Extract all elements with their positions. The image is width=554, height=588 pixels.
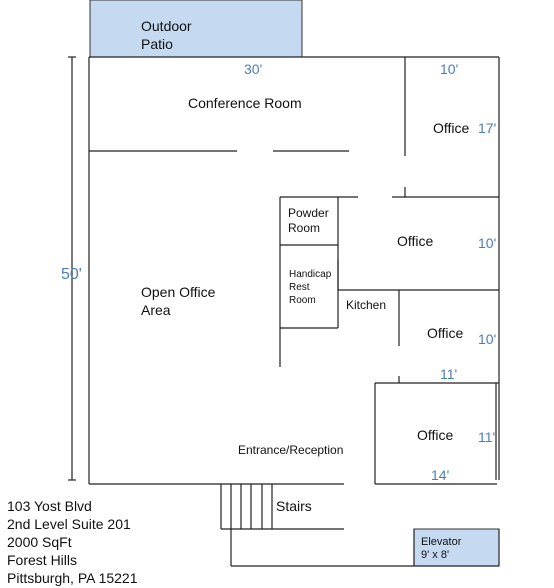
outdoor-patio-area [90,0,302,57]
handicap-rest-room-label: Handicap Rest Room [289,269,332,306]
address-neighborhood: Forest Hills [7,552,78,568]
conference-width-dimension: 30' [244,61,263,77]
address-suite: 2nd Level Suite 201 [7,516,131,532]
open-office-area-label: Open Office Area [141,284,216,318]
top-office-height-dimension: 17' [478,120,497,136]
bottom-office-width-dimension: 11' [440,366,458,382]
address-area: 2000 SqFt [7,534,72,550]
stairs-label: Stairs [276,498,312,514]
bottom-office-bottom-width-dimension: 14' [431,467,450,483]
bottom-office-height-dimension: 11' [478,429,496,445]
overall-height-dimension: 50' [61,266,82,283]
lower-office-height-dimension: 10' [478,331,497,347]
office-middle-label: Office [397,233,434,249]
office-bottom-label: Office [417,427,454,443]
address-street: 103 Yost Blvd [7,498,92,514]
address-block [7,497,138,587]
conference-room-label: Conference Room [188,95,302,111]
entrance-reception-label: Entrance/Reception [238,443,344,457]
top-office-width-dimension: 10' [440,61,459,77]
powder-room-label: Powder Room [288,206,329,235]
office-lower-middle-label: Office [427,325,464,341]
outdoor-patio-label: Outdoor Patio [141,18,192,52]
office-top-right-label: Office [433,120,470,136]
address-city: Pittsburgh, PA 15221 [7,570,138,586]
elevator-label: Elevator 9' x 8' [421,536,462,561]
middle-office-height-dimension: 10' [478,235,497,251]
kitchen-label: Kitchen [346,298,387,312]
